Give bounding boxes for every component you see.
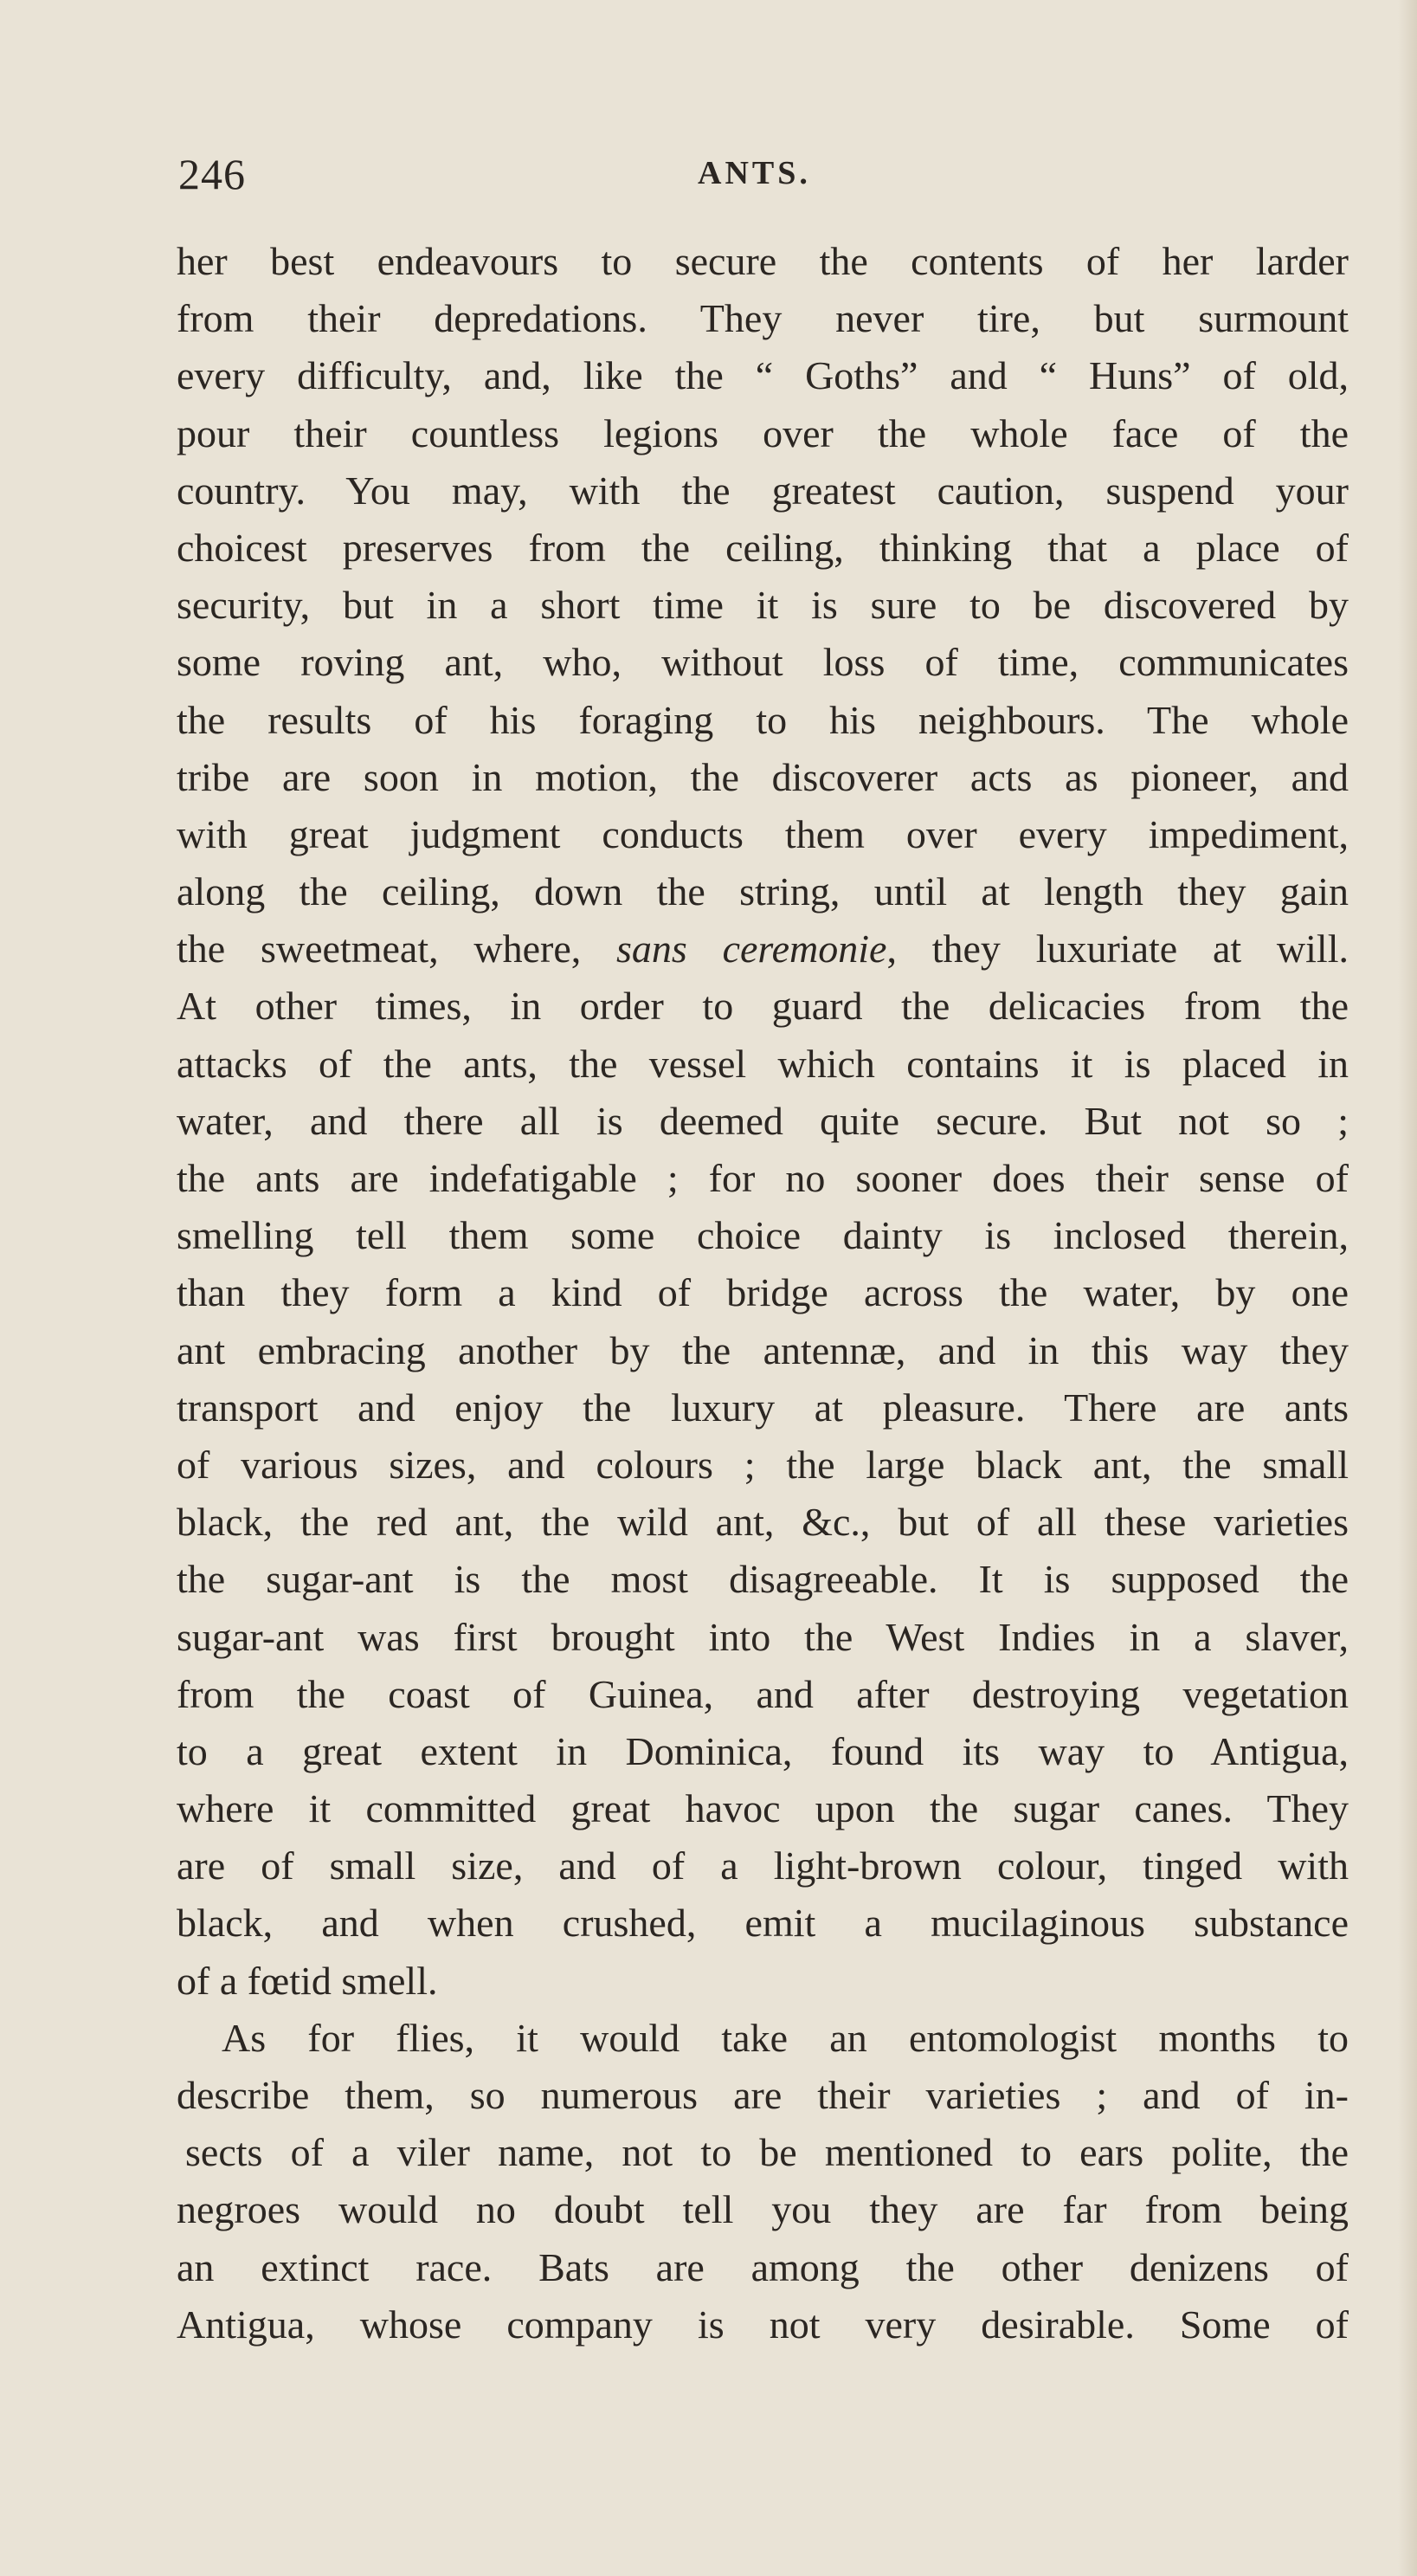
- text-fragment: the sweetmeat, where,: [177, 926, 617, 972]
- text-line: the ants are indefatigable ; for no sooner does their sense of: [177, 1156, 1349, 1200]
- text-line-paragraph-end: of a fœtid smell.: [177, 1958, 438, 2003]
- text-line-paragraph-start: As for flies, it would take an entomologist months to: [222, 2015, 1349, 2060]
- text-line: the results of his foraging to his neighbours. The whole: [177, 697, 1349, 742]
- text-line: to a great extent in Dominica, found its way to Antigua,: [177, 1728, 1349, 1773]
- text-line: every difficulty, and, like the “ Goths” and “ Huns” of old,: [177, 353, 1349, 398]
- text-line: are of small size, and of a light-brown colour, tinged with: [177, 1843, 1349, 1888]
- text-line: At other times, in order to guard the delicacies from the: [177, 984, 1349, 1029]
- body-text: [177, 233, 1349, 2353]
- text-line: from their depredations. They never tire, but surmount: [177, 296, 1349, 341]
- text-fragment: , they luxuriate at will.: [886, 926, 1349, 972]
- text-line: attacks of the ants, the vessel which contains it is placed in: [177, 1041, 1349, 1086]
- text-line: pour their countless legions over the whole face of the: [177, 410, 1349, 455]
- text-line: along the ceiling, down the string, until at length they gain: [177, 869, 1349, 914]
- page-number: 246: [178, 150, 246, 198]
- running-head: ANTS.: [698, 155, 811, 191]
- text-line: where it committed great havoc upon the sugar canes. They: [177, 1786, 1349, 1831]
- text-line: negroes would no doubt tell you they are far from being: [177, 2187, 1349, 2232]
- italic-phrase: sans ceremonie: [616, 926, 887, 972]
- text-line: the sugar-ant is the most disagreeable. It is supposed the: [177, 1557, 1349, 1602]
- page-header: [178, 149, 1347, 210]
- text-line: black, and when crushed, emit a mucilaginous substance: [177, 1901, 1349, 1946]
- page-edge-shadow: [1398, 0, 1417, 2576]
- text-line: water, and there all is deemed quite secure. But not so ;: [177, 1098, 1349, 1143]
- text-line: sugar-ant was first brought into the West Indies in a slaver,: [177, 1614, 1349, 1659]
- text-line: security, but in a short time it is sure to be discovered by: [177, 583, 1349, 628]
- text-line: black, the red ant, the wild ant, &c., but of all these varieties: [177, 1500, 1349, 1545]
- text-line: describe them, so numerous are their varieties ; and of in-: [177, 2073, 1349, 2117]
- text-line: an extinct race. Bats are among the other denizens of: [177, 2244, 1349, 2289]
- text-line: of various sizes, and colours ; the large black ant, the small: [177, 1442, 1349, 1487]
- text-line: choicest preserves from the ceiling, thinking that a place of: [177, 525, 1349, 570]
- text-line: transport and enjoy the luxury at pleasure. There are ants: [177, 1385, 1349, 1430]
- text-line: ant embracing another by the antennæ, and in this way they: [177, 1327, 1349, 1372]
- text-line: Antigua, whose company is not very desirable. Some of: [177, 2302, 1349, 2347]
- text-line: tribe are soon in motion, the discoverer acts as pioneer, and: [177, 754, 1349, 799]
- text-line: country. You may, with the greatest caution, suspend your: [177, 468, 1349, 513]
- text-line: from the coast of Guinea, and after destroying vegetation: [177, 1671, 1349, 1716]
- text-line: sects of a viler name, not to be mentioned to ears polite, the: [185, 2130, 1349, 2175]
- text-line: her best endeavours to secure the contents of her larder: [177, 239, 1349, 283]
- text-line: smelling tell them some choice dainty is inclosed therein,: [177, 1213, 1349, 1258]
- text-line: some roving ant, who, without loss of time, communicates: [177, 640, 1349, 685]
- text-line-with-italic: [177, 920, 1349, 978]
- text-line: than they form a kind of bridge across the water, by one: [177, 1270, 1349, 1315]
- text-line: with great judgment conducts them over every impediment,: [177, 811, 1349, 856]
